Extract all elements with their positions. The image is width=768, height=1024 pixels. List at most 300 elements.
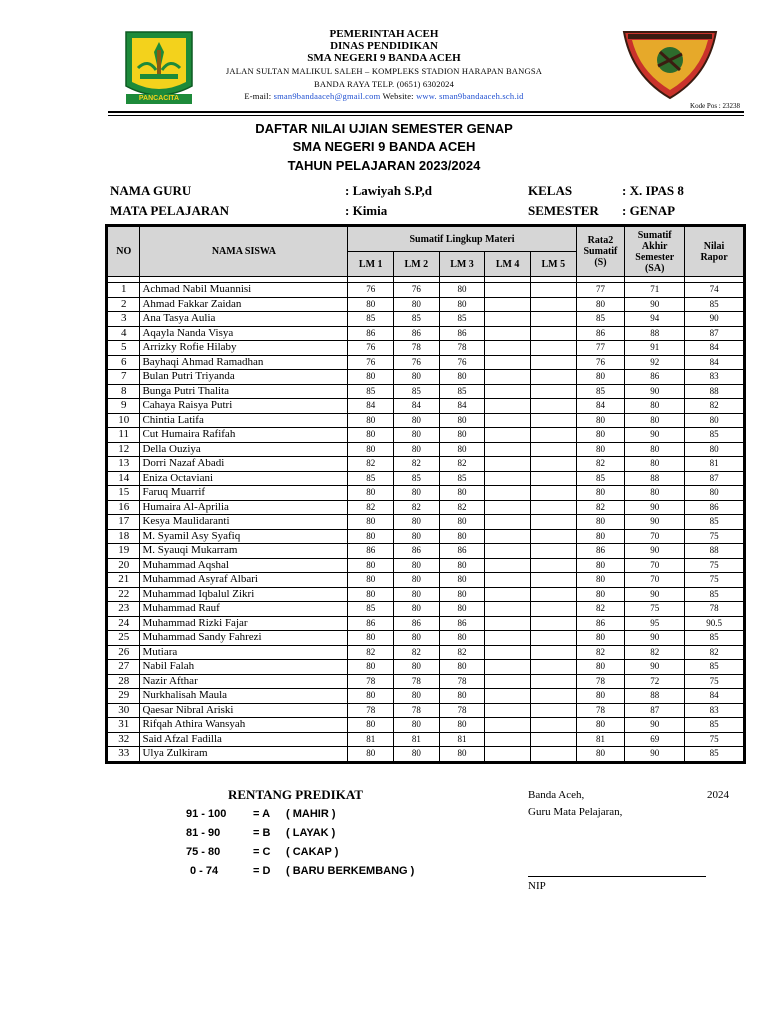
row-lm4 [485,573,531,588]
row-sa: 75 [625,602,685,617]
row-no: 29 [108,689,140,704]
row-lm4 [485,616,531,631]
kelas-label: KELAS [528,183,573,198]
row-lm4 [485,587,531,602]
row-lm2: 80 [394,689,440,704]
guru-label: NAMA GURU [110,183,192,198]
row-sa: 72 [625,674,685,689]
row-lm5 [530,486,576,501]
row-nama: Della Ouziya [140,442,348,457]
row-rapor: 84 [685,341,744,356]
row-no: 12 [108,442,140,457]
row-sa: 90 [625,660,685,675]
row-lm3: 80 [439,297,485,312]
row-lm5 [530,428,576,443]
row-rapor: 85 [685,515,744,530]
row-lm2: 84 [394,399,440,414]
row-no: 2 [108,297,140,312]
table-row [108,355,744,370]
row-s: 80 [576,428,625,443]
row-nama: Bunga Putri Thalita [140,384,348,399]
row-lm2: 80 [394,515,440,530]
letterhead-address: JALAN SULTAN MALIKUL SALEH – KOMPLEKS STADION HARAPAN BANGSA [225,66,543,76]
row-s: 85 [576,471,625,486]
row-no: 21 [108,573,140,588]
table-row [108,370,744,385]
row-nama: Cahaya Raisya Putri [140,399,348,414]
row-no: 16 [108,500,140,515]
row-s: 82 [576,602,625,617]
row-nama: Cut Humaira Rafifah [140,428,348,443]
row-lm2: 80 [394,718,440,733]
row-no: 11 [108,428,140,443]
letterhead-contact [0,90,768,102]
row-lm5 [530,544,576,559]
row-lm3: 80 [439,486,485,501]
row-lm4 [485,602,531,617]
row-lm5 [530,297,576,312]
row-nama: Bayhaqi Ahmad Ramadhan [140,355,348,370]
row-lm1: 80 [348,587,394,602]
row-nama: Eniza Octaviani [140,471,348,486]
row-lm4 [485,660,531,675]
table-row [108,399,744,414]
row-sa: 70 [625,558,685,573]
row-lm5 [530,370,576,385]
row-lm1: 80 [348,718,394,733]
row-lm3: 80 [439,573,485,588]
row-sa: 90 [625,297,685,312]
row-lm5 [530,326,576,341]
table-row [108,747,744,762]
table-row [108,457,744,472]
row-lm4 [485,297,531,312]
predikat-desc: ( CAKAP ) [286,846,339,858]
table-row [108,442,744,457]
row-lm2: 85 [394,471,440,486]
website-label: Website: [382,91,414,101]
table-row [108,384,744,399]
row-nama: Muhammad Aqshal [140,558,348,573]
row-no: 28 [108,674,140,689]
row-lm4 [485,326,531,341]
row-lm4 [485,428,531,443]
row-lm3: 80 [439,660,485,675]
row-lm1: 76 [348,283,394,298]
row-lm3: 81 [439,732,485,747]
row-nama: Achmad Nabil Muannisi [140,283,348,298]
row-rapor: 90 [685,312,744,327]
row-lm5 [530,747,576,762]
row-s: 84 [576,399,625,414]
row-lm4 [485,703,531,718]
sign-place: Banda Aceh, [528,789,585,801]
table-row [108,689,744,704]
row-lm5 [530,631,576,646]
row-lm1: 82 [348,645,394,660]
row-lm5 [530,558,576,573]
row-no: 25 [108,631,140,646]
row-lm2: 80 [394,428,440,443]
row-lm5 [530,689,576,704]
row-lm4 [485,471,531,486]
table-row [108,631,744,646]
row-nama: Ahmad Fakkar Zaidan [140,297,348,312]
row-lm5 [530,602,576,617]
sign-nip: NIP [528,880,546,892]
row-lm2: 76 [394,283,440,298]
row-lm1: 81 [348,732,394,747]
row-lm1: 80 [348,747,394,762]
row-lm2: 80 [394,573,440,588]
row-lm1: 85 [348,384,394,399]
row-sa: 94 [625,312,685,327]
row-rapor: 81 [685,457,744,472]
row-lm1: 78 [348,703,394,718]
table-row [108,500,744,515]
row-lm5 [530,384,576,399]
row-lm2: 80 [394,297,440,312]
table-row [108,297,744,312]
sign-role: Guru Mata Pelajaran, [528,806,623,818]
email-link[interactable]: sman9bandaaceh@gmail.com [273,91,381,101]
row-rapor: 88 [685,544,744,559]
doc-school: SMA NEGERI 9 BANDA ACEH [292,139,476,154]
row-s: 80 [576,573,625,588]
doc-title: DAFTAR NILAI UJIAN SEMESTER GENAP [255,121,513,136]
row-rapor: 80 [685,442,744,457]
row-lm2: 80 [394,602,440,617]
row-lm5 [530,616,576,631]
table-row [108,283,744,298]
table-row [108,732,744,747]
row-lm4 [485,674,531,689]
row-s: 82 [576,457,625,472]
row-no: 31 [108,718,140,733]
row-lm3: 86 [439,616,485,631]
row-lm2: 85 [394,384,440,399]
row-nama: Ana Tasya Aulia [140,312,348,327]
row-lm1: 86 [348,544,394,559]
row-sa: 80 [625,457,685,472]
table-row [108,515,744,530]
row-sa: 90 [625,500,685,515]
row-lm5 [530,355,576,370]
row-no: 5 [108,341,140,356]
row-sa: 80 [625,413,685,428]
row-lm2: 80 [394,442,440,457]
row-sa: 90 [625,544,685,559]
row-lm1: 82 [348,500,394,515]
predikat-grade: = B [253,827,271,839]
table-row [108,587,744,602]
letterhead-dept: DINAS PENDIDIKAN [330,40,438,52]
table-row [108,616,744,631]
predikat-grade: = A [253,808,271,820]
row-lm2: 78 [394,703,440,718]
row-lm2: 78 [394,674,440,689]
row-sa: 90 [625,747,685,762]
row-lm5 [530,660,576,675]
row-no: 17 [108,515,140,530]
row-s: 80 [576,660,625,675]
row-sa: 90 [625,631,685,646]
predikat-desc: ( BARU BERKEMBANG ) [286,865,415,877]
row-lm4 [485,457,531,472]
predikat-grade: = D [253,865,271,877]
table-row [108,529,744,544]
table-row [108,718,744,733]
row-rapor: 75 [685,558,744,573]
row-s: 77 [576,283,625,298]
row-lm1: 80 [348,529,394,544]
email-label: E-mail: [244,91,272,101]
row-no: 27 [108,660,140,675]
row-s: 77 [576,341,625,356]
row-sa: 70 [625,529,685,544]
row-rapor: 85 [685,587,744,602]
row-s: 81 [576,732,625,747]
row-lm4 [485,718,531,733]
row-lm3: 78 [439,674,485,689]
row-lm2: 85 [394,312,440,327]
row-lm4 [485,689,531,704]
row-s: 82 [576,500,625,515]
row-nama: M. Syauqi Mukarram [140,544,348,559]
row-lm1: 80 [348,297,394,312]
letterhead-city: BANDA RAYA TELP. (0651) 6302024 [313,79,455,89]
row-s: 80 [576,486,625,501]
row-nama: Bulan Putri Triyanda [140,370,348,385]
row-lm5 [530,732,576,747]
predikat-desc: ( MAHIR ) [286,808,336,820]
postal-code: Kode Pos : 23238 [690,102,740,110]
row-s: 80 [576,515,625,530]
row-lm5 [530,515,576,530]
row-lm5 [530,457,576,472]
row-lm4 [485,442,531,457]
row-lm1: 78 [348,674,394,689]
row-rapor: 86 [685,500,744,515]
row-no: 1 [108,283,140,298]
row-no: 26 [108,645,140,660]
row-nama: Nurkhalisah Maula [140,689,348,704]
row-lm3: 80 [439,602,485,617]
row-rapor: 75 [685,732,744,747]
row-rapor: 83 [685,703,744,718]
row-lm1: 80 [348,573,394,588]
table-row [108,660,744,675]
row-sa: 80 [625,399,685,414]
row-rapor: 82 [685,399,744,414]
row-lm2: 80 [394,413,440,428]
row-lm1: 85 [348,471,394,486]
row-lm1: 80 [348,558,394,573]
row-nama: Mutiara [140,645,348,660]
row-no: 18 [108,529,140,544]
row-nama: M. Syamil Asy Syafiq [140,529,348,544]
row-nama: Arrizky Rofie Hilaby [140,341,348,356]
row-sa: 88 [625,471,685,486]
row-s: 80 [576,747,625,762]
row-lm3: 78 [439,341,485,356]
row-lm4 [485,312,531,327]
row-sa: 70 [625,573,685,588]
row-lm5 [530,312,576,327]
row-lm4 [485,283,531,298]
row-lm2: 86 [394,326,440,341]
row-lm1: 80 [348,370,394,385]
row-no: 30 [108,703,140,718]
row-lm5 [530,283,576,298]
row-sa: 80 [625,442,685,457]
predikat-range: 81 - 90 [186,827,221,839]
row-lm3: 80 [439,515,485,530]
row-lm1: 80 [348,486,394,501]
letterhead-gov: PEMERINTAH ACEH [329,28,439,40]
row-lm3: 80 [439,558,485,573]
row-lm4 [485,370,531,385]
table-row [108,602,744,617]
header-rapor: Nilai Rapor [685,227,744,277]
row-nama: Muhammad Asyraf Albari [140,573,348,588]
row-lm1: 84 [348,399,394,414]
row-lm4 [485,413,531,428]
row-lm3: 80 [439,718,485,733]
row-lm4 [485,529,531,544]
mapel-label: MATA PELAJARAN [110,203,230,218]
row-sa: 69 [625,732,685,747]
row-s: 78 [576,674,625,689]
row-nama: Rifqah Athira Wansyah [140,718,348,733]
mapel-value: : Kimia [345,203,388,218]
row-lm5 [530,471,576,486]
row-lm3: 80 [439,587,485,602]
row-sa: 90 [625,428,685,443]
predikat-range: 91 - 100 [186,808,227,820]
row-lm4 [485,631,531,646]
predikat-title: RENTANG PREDIKAT [228,787,363,802]
row-lm2: 81 [394,732,440,747]
row-lm4 [485,732,531,747]
row-lm3: 85 [439,471,485,486]
table-row [108,573,744,588]
row-sa: 80 [625,486,685,501]
row-sa: 88 [625,326,685,341]
table-row [108,703,744,718]
row-lm3: 80 [439,689,485,704]
header-nama: NAMA SISWA [140,227,348,277]
row-lm5 [530,413,576,428]
row-nama: Qaesar Nibral Ariski [140,703,348,718]
row-lm3: 80 [439,413,485,428]
row-s: 80 [576,558,625,573]
row-s: 80 [576,529,625,544]
row-no: 15 [108,486,140,501]
row-lm1: 80 [348,660,394,675]
row-lm1: 82 [348,457,394,472]
row-rapor: 75 [685,674,744,689]
row-sa: 90 [625,384,685,399]
row-lm4 [485,747,531,762]
row-lm2: 80 [394,660,440,675]
row-no: 23 [108,602,140,617]
row-lm2: 78 [394,341,440,356]
row-lm1: 85 [348,602,394,617]
row-lm5 [530,341,576,356]
header-rata2: Rata2 Sumatif (S) [576,227,625,277]
row-nama: Muhammad Rauf [140,602,348,617]
table-row [108,413,744,428]
website-link[interactable]: www. sman9bandaaceh.sch.id [416,91,524,101]
row-rapor: 85 [685,631,744,646]
row-s: 80 [576,631,625,646]
row-no: 3 [108,312,140,327]
row-no: 6 [108,355,140,370]
row-lm3: 80 [439,428,485,443]
row-lm1: 80 [348,442,394,457]
row-rapor: 78 [685,602,744,617]
semester-value: : GENAP [622,203,676,218]
row-lm5 [530,500,576,515]
table-row [108,674,744,689]
row-lm3: 82 [439,645,485,660]
header-sumatif-lm: Sumatif Lingkup Materi [348,227,576,252]
row-no: 20 [108,558,140,573]
doc-year: TAHUN PELAJARAN 2023/2024 [287,158,481,173]
header-lm3: LM 3 [439,252,485,277]
row-lm1: 80 [348,428,394,443]
table-row [108,341,744,356]
table-row [108,486,744,501]
letterhead-divider-thin [108,115,744,116]
predikat-desc: ( LAYAK ) [286,827,336,839]
row-s: 80 [576,442,625,457]
row-sa: 87 [625,703,685,718]
row-s: 85 [576,384,625,399]
row-rapor: 88 [685,384,744,399]
row-lm4 [485,384,531,399]
row-lm2: 82 [394,500,440,515]
row-lm1: 86 [348,326,394,341]
row-lm1: 80 [348,689,394,704]
row-nama: Humaira Al-Aprilia [140,500,348,515]
row-rapor: 90.5 [685,616,744,631]
row-nama: Faruq Muarrif [140,486,348,501]
row-nama: Dorri Nazaf Abadi [140,457,348,472]
row-rapor: 82 [685,645,744,660]
header-sa: Sumatif Akhir Semester (SA) [625,227,685,277]
row-sa: 91 [625,341,685,356]
letterhead-divider [108,111,744,113]
row-lm3: 82 [439,457,485,472]
row-nama: Muhammad Sandy Fahrezi [140,631,348,646]
row-no: 14 [108,471,140,486]
row-sa: 71 [625,283,685,298]
row-lm5 [530,442,576,457]
table-row [108,428,744,443]
row-s: 80 [576,587,625,602]
header-lm1: LM 1 [348,252,394,277]
row-rapor: 87 [685,471,744,486]
row-lm1: 85 [348,312,394,327]
row-lm4 [485,399,531,414]
row-sa: 88 [625,689,685,704]
row-sa: 90 [625,587,685,602]
header-no: NO [108,227,140,277]
row-lm3: 80 [439,283,485,298]
row-rapor: 84 [685,355,744,370]
